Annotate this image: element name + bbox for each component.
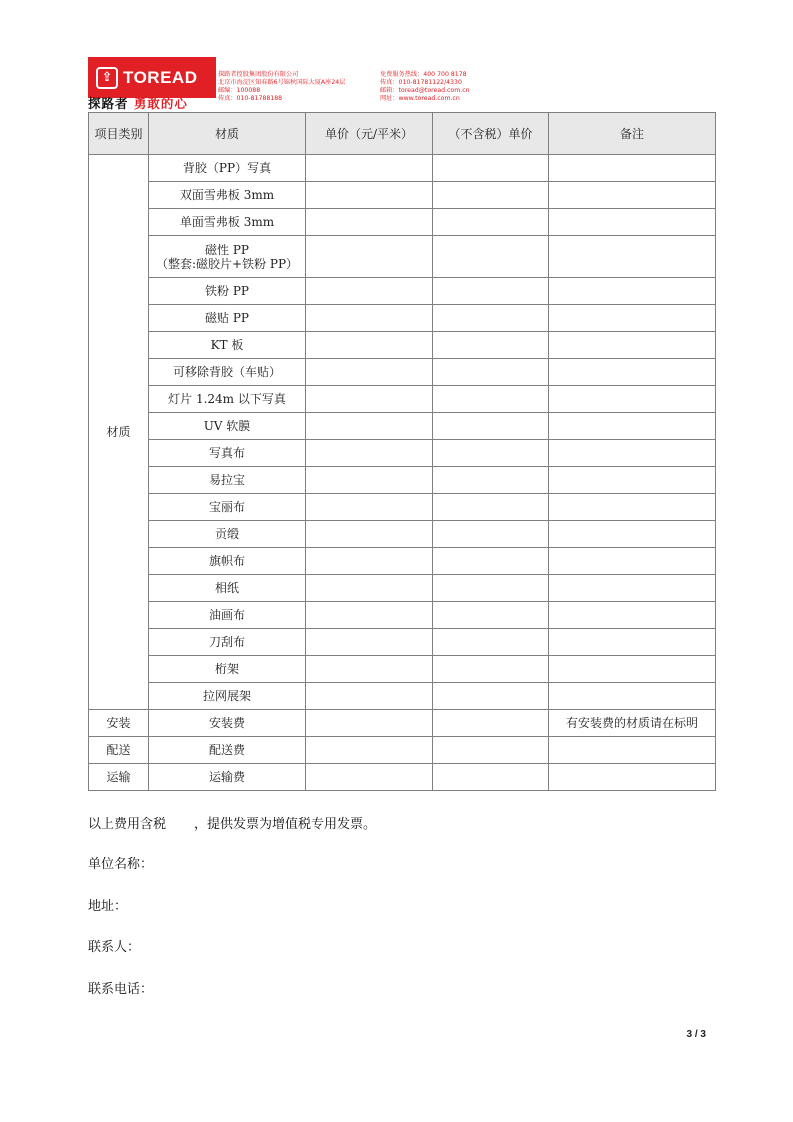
remark-cell (549, 278, 716, 305)
unit-price-cell (306, 710, 433, 737)
remark-cell (549, 656, 716, 683)
unit-price-cell (306, 494, 433, 521)
tax-note-part-b: ，提供发票为增值税专用发票。 (194, 817, 377, 832)
table-row (89, 413, 716, 440)
tax-note (88, 813, 376, 832)
table-row (89, 182, 716, 209)
company-line: 北京市海淀区知春路6号锦秋国际大厦A座24层 (218, 79, 346, 86)
remark-cell (549, 737, 716, 764)
material-cell: 易拉宝 (149, 467, 306, 494)
table-header-row (89, 113, 716, 155)
table-row (89, 386, 716, 413)
category-cell: 材质 (89, 155, 149, 710)
material-cell: 刀刮布 (149, 629, 306, 656)
remark-cell (549, 494, 716, 521)
contact-phone-label: 联系电话： (88, 982, 154, 997)
category-cell: 运输 (89, 764, 149, 791)
slogan-red: 勇敢的心 (133, 96, 188, 111)
contact-line: 免费服务热线：400 700 8178 (380, 71, 467, 78)
remark-cell (549, 602, 716, 629)
contact-info (380, 71, 470, 103)
page-number: 3 / 3 (686, 1029, 706, 1040)
remark-cell (549, 575, 716, 602)
material-cell: 拉网展架 (149, 683, 306, 710)
remark-cell (549, 359, 716, 386)
company-line: 邮编：100088 (218, 87, 261, 94)
unit-price-cell (306, 155, 433, 182)
remark-cell (549, 155, 716, 182)
price-ex-tax-cell (433, 155, 549, 182)
price-ex-tax-cell (433, 710, 549, 737)
category-cell: 安装 (89, 710, 149, 737)
material-cell: 安装费 (149, 710, 306, 737)
remark-cell (549, 332, 716, 359)
unit-price-cell (306, 332, 433, 359)
logo-mark-icon: ⇪ (96, 67, 118, 89)
slogan-black: 探路者 (88, 96, 129, 111)
header-unit-price: 单价（元/平米） (306, 113, 433, 155)
unit-price-cell (306, 386, 433, 413)
material-cell: 磁性 PP （整套:磁胶片+铁粉 PP） (149, 236, 306, 278)
table-body (89, 155, 716, 791)
logo-text: TOREAD (123, 67, 198, 87)
unit-price-cell (306, 764, 433, 791)
price-ex-tax-cell (433, 440, 549, 467)
price-ex-tax-cell (433, 278, 549, 305)
company-info (218, 71, 345, 103)
table-row (89, 602, 716, 629)
unit-price-cell (306, 236, 433, 278)
material-cell: 灯片 1.24m 以下写真 (149, 386, 306, 413)
unit-price-cell (306, 575, 433, 602)
remark-cell (549, 521, 716, 548)
material-cell: KT 板 (149, 332, 306, 359)
table-row (89, 737, 716, 764)
price-ex-tax-cell (433, 332, 549, 359)
remark-cell (549, 629, 716, 656)
table-row (89, 440, 716, 467)
price-ex-tax-cell (433, 548, 549, 575)
material-cell: 可移除背胶（车贴） (149, 359, 306, 386)
remark-cell (549, 236, 716, 278)
table-row (89, 278, 716, 305)
material-cell: 宝丽布 (149, 494, 306, 521)
toread-logo (88, 57, 216, 98)
price-ex-tax-cell (433, 359, 549, 386)
contact-line: 网址：www.toread.com.cn (380, 95, 460, 102)
table-row (89, 305, 716, 332)
material-cell: 相纸 (149, 575, 306, 602)
remark-cell (549, 209, 716, 236)
unit-price-cell (306, 305, 433, 332)
category-cell: 配送 (89, 737, 149, 764)
table-row (89, 656, 716, 683)
table-row (89, 359, 716, 386)
remark-cell: 有安装费的材质请在标明 (549, 710, 716, 737)
table-row (89, 494, 716, 521)
remark-cell (549, 413, 716, 440)
table-row (89, 521, 716, 548)
unit-price-cell (306, 182, 433, 209)
price-ex-tax-cell (433, 737, 549, 764)
price-ex-tax-cell (433, 764, 549, 791)
unit-price-cell (306, 278, 433, 305)
table-row (89, 332, 716, 359)
material-cell: 磁贴 PP (149, 305, 306, 332)
price-ex-tax-cell (433, 494, 549, 521)
table-row (89, 548, 716, 575)
price-ex-tax-cell (433, 656, 549, 683)
unit-price-cell (306, 656, 433, 683)
material-cell: 桁架 (149, 656, 306, 683)
price-ex-tax-cell (433, 236, 549, 278)
slogan (88, 97, 188, 111)
unit-price-cell (306, 737, 433, 764)
price-ex-tax-cell (433, 467, 549, 494)
remark-cell (549, 764, 716, 791)
unit-price-cell (306, 209, 433, 236)
material-cell: 铁粉 PP (149, 278, 306, 305)
price-ex-tax-cell (433, 629, 549, 656)
table-row (89, 236, 716, 278)
tax-note-part-a: 以上费用含税 (88, 817, 167, 832)
contact-person-label: 联系人： (88, 940, 141, 955)
remark-cell (549, 683, 716, 710)
remark-cell (549, 440, 716, 467)
company-line: 传真：010-81788188 (218, 95, 283, 102)
material-cell: 配送费 (149, 737, 306, 764)
table-row (89, 683, 716, 710)
remark-cell (549, 467, 716, 494)
price-ex-tax-cell (433, 575, 549, 602)
remark-cell (549, 182, 716, 209)
material-cell: 运输费 (149, 764, 306, 791)
price-ex-tax-cell (433, 683, 549, 710)
unit-price-cell (306, 467, 433, 494)
header-material: 材质 (149, 113, 306, 155)
company-line: 探路者控股集团股份有限公司 (218, 71, 299, 78)
material-cell: 单面雪弗板 3mm (149, 209, 306, 236)
material-cell: 写真布 (149, 440, 306, 467)
table-row (89, 575, 716, 602)
contact-line: 传真：010-81781122/4330 (380, 79, 462, 86)
price-ex-tax-cell (433, 602, 549, 629)
table-row (89, 467, 716, 494)
header-remark: 备注 (549, 113, 716, 155)
material-cell: 双面雪弗板 3mm (149, 182, 306, 209)
unit-price-cell (306, 413, 433, 440)
material-cell: 油画布 (149, 602, 306, 629)
price-ex-tax-cell (433, 521, 549, 548)
header-price-ex-tax: （不含税）单价 (433, 113, 549, 155)
unit-price-cell (306, 683, 433, 710)
company-name-label: 单位名称： (88, 857, 154, 872)
material-cell: UV 软膜 (149, 413, 306, 440)
unit-price-cell (306, 359, 433, 386)
price-ex-tax-cell (433, 305, 549, 332)
table-row (89, 209, 716, 236)
table-row (89, 710, 716, 737)
unit-price-cell (306, 602, 433, 629)
unit-price-cell (306, 548, 433, 575)
unit-price-cell (306, 521, 433, 548)
unit-price-cell (306, 629, 433, 656)
letterhead (88, 55, 588, 111)
header-category: 项目类别 (89, 113, 149, 155)
material-cell: 贡缎 (149, 521, 306, 548)
price-ex-tax-cell (433, 413, 549, 440)
price-ex-tax-cell (433, 209, 549, 236)
table-row (89, 629, 716, 656)
unit-price-cell (306, 440, 433, 467)
remark-cell (549, 305, 716, 332)
table-row (89, 155, 716, 182)
remark-cell (549, 548, 716, 575)
contact-line: 邮箱：toread@toread.com.cn (380, 87, 470, 94)
remark-cell (549, 386, 716, 413)
quotation-table (88, 112, 716, 791)
address-label: 地址： (88, 899, 128, 914)
price-ex-tax-cell (433, 182, 549, 209)
table-row (89, 764, 716, 791)
price-ex-tax-cell (433, 386, 549, 413)
material-cell: 旗帜布 (149, 548, 306, 575)
material-cell: 背胶（PP）写真 (149, 155, 306, 182)
